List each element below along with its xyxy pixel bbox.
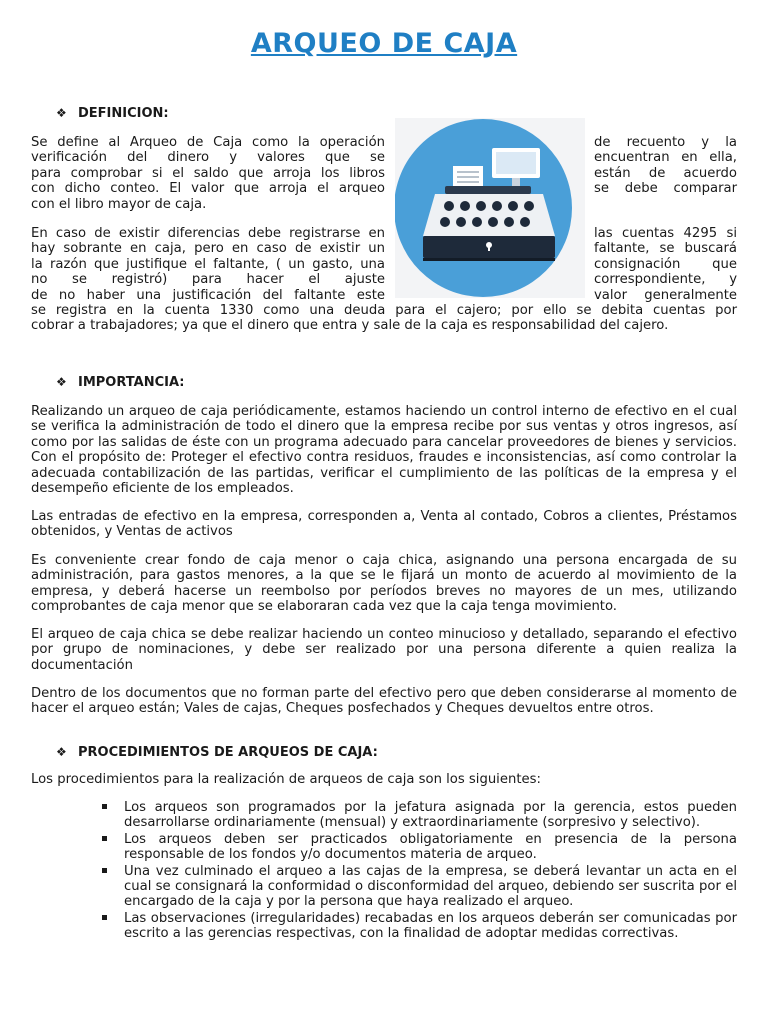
text-line: se debe comparar bbox=[594, 181, 737, 197]
list-item bbox=[100, 800, 737, 831]
square-bullet-icon bbox=[102, 915, 107, 920]
list-item bbox=[100, 832, 737, 863]
list-item-text: Las observaciones (irregularidades) recabadas en los arqueos deberán ser comunicadas por escrito a las gerencias respectivas, con la finalidad de adoptar medidas correctivas. bbox=[124, 910, 737, 942]
cash-register-icon bbox=[395, 118, 585, 298]
text-line: Se define al Arqueo de Caja como la operación bbox=[31, 135, 385, 150]
importancia-paragraph-4: El arqueo de caja chica se debe realizar haciendo un conteo minucioso y detallado, separando el efectivo por grupo de nominaciones, y debe ser realizado por una persona diferente a quien realiza la documentación bbox=[31, 627, 737, 673]
text-line: En caso de existir diferencias debe registrarse en bbox=[31, 226, 385, 241]
square-bullet-icon bbox=[102, 836, 107, 841]
text-line: están de acuerdo bbox=[594, 165, 737, 181]
procedimientos-intro: Los procedimientos para la realización de arqueos de caja son los siguientes: bbox=[31, 772, 541, 787]
importancia-paragraph-3: Es conveniente crear fondo de caja menor o caja chica, asignando una persona encargada de su administración, para gastos menores, a la que se le fijará un monto de acuerdo al movimiento de la empresa, y deberá hacerse un reembolso por períodos breves no mayores de un mes, utilizando comprobantes de caja menor que se elaboraran cada vez que la caja tenga movimiento. bbox=[31, 553, 737, 615]
importancia-paragraph-5: Dentro de los documentos que no forman parte del efectivo pero que deben considerarse al momento de hacer el arqueo están; Vales de cajas, Cheques posfechados y Cheques devueltos entre otros. bbox=[31, 686, 737, 717]
list-item-text: Los arqueos deben ser practicados obligatoriamente en presencia de la persona responsable de los fondos y/o documentos materia de arqueo. bbox=[124, 831, 737, 863]
text-line: encuentran en ella, bbox=[594, 150, 737, 166]
section-heading-importancia bbox=[56, 375, 184, 390]
definicion-paragraph-2-left bbox=[31, 226, 385, 303]
list-item bbox=[100, 911, 737, 942]
definicion-paragraph-1-left bbox=[31, 135, 385, 212]
definicion-paragraph-2-full bbox=[31, 303, 737, 334]
heading-text: IMPORTANCIA: bbox=[78, 375, 185, 390]
list-item bbox=[100, 864, 737, 910]
diamond-bullet-icon: ❖ bbox=[56, 375, 67, 389]
section-heading-procedimientos bbox=[56, 745, 378, 760]
text-line: de recuento y la bbox=[594, 135, 737, 150]
importancia-paragraph-2: Las entradas de efectivo en la empresa, corresponden a, Venta al contado, Cobros a clientes, Préstamos obtenidos, y Ventas de activos bbox=[31, 509, 737, 540]
list-item-text: Los arqueos son programados por la jefatura asignada por la gerencia, estos pueden desarrollarse ordinariamente (mensual) y extraordinariamente (sorpresivo y selectivo). bbox=[124, 800, 737, 831]
diamond-bullet-icon: ❖ bbox=[56, 745, 67, 759]
page-title: ARQUEO DE CAJA bbox=[250, 28, 518, 59]
cash-register-image bbox=[395, 118, 585, 298]
text-line: con el libro mayor de caja. bbox=[31, 196, 207, 212]
text-line: valor generalmente bbox=[594, 287, 737, 303]
text-line: de no haber una justificación del faltante este bbox=[31, 287, 385, 303]
definicion-paragraph-1-right bbox=[594, 135, 737, 197]
diamond-bullet-icon: ❖ bbox=[56, 106, 67, 120]
text-line: las cuentas 4295 si bbox=[594, 226, 737, 241]
text-line: cobrar a trabajadores; ya que el dinero que entra y sale de la caja es responsabilidad del cajero. bbox=[31, 318, 669, 334]
text-line: correspondiente, y bbox=[594, 272, 737, 288]
text-line: hay sobrante en caja, pero en caso de existir un bbox=[31, 241, 385, 257]
section-heading-definicion bbox=[56, 106, 169, 121]
text-line: verificación del dinero y valores que se bbox=[31, 150, 385, 166]
text-line: se registra en la cuenta 1330 como una deuda para el cajero; por ello se debita cuentas por bbox=[31, 303, 737, 318]
square-bullet-icon bbox=[102, 868, 107, 873]
definicion-paragraph-2-right bbox=[594, 226, 737, 303]
text-line: la razón que justifique el faltante, ( un gasto, una bbox=[31, 256, 385, 272]
heading-text: DEFINICION: bbox=[78, 106, 169, 121]
text-line: no se registró) para hacer el ajuste bbox=[31, 272, 385, 288]
text-line: faltante, se buscará bbox=[594, 241, 737, 257]
list-item-text: Una vez culminado el arqueo a las cajas de la empresa, se deberá levantar un acta en el cual se consignará la conformidad o disconformidad del arqueo, debiendo ser suscrita por el encargado de la caja y por la persona que haya realizado el arqueo. bbox=[124, 863, 737, 910]
procedimientos-list bbox=[100, 800, 737, 943]
text-line: consignación que bbox=[594, 256, 737, 272]
square-bullet-icon bbox=[102, 804, 107, 809]
text-line: con dicho conteo. El valor que arroja el arqueo bbox=[31, 181, 385, 197]
heading-text: PROCEDIMIENTOS DE ARQUEOS DE CAJA: bbox=[78, 745, 378, 760]
importancia-paragraph-1: Realizando un arqueo de caja periódicamente, estamos haciendo un control interno de efectivo en el cual se verifica la administración de todo el dinero que la empresa recibe por sus ventas y otros ingresos, así como por las salidas de éste con un programa adecuado para cancelar proveedores de bienes y servicios. Con el propósito de: Proteger el efectivo contra residuos, fraudes e inconsistencias, así como controlar la adecuada contabilización de las partidas, verificar el cumplimiento de las políticas de la empresa y el desempeño eficiente de los empleados. bbox=[31, 404, 737, 497]
text-line: para comprobar si el saldo que arroja los libros bbox=[31, 165, 385, 181]
